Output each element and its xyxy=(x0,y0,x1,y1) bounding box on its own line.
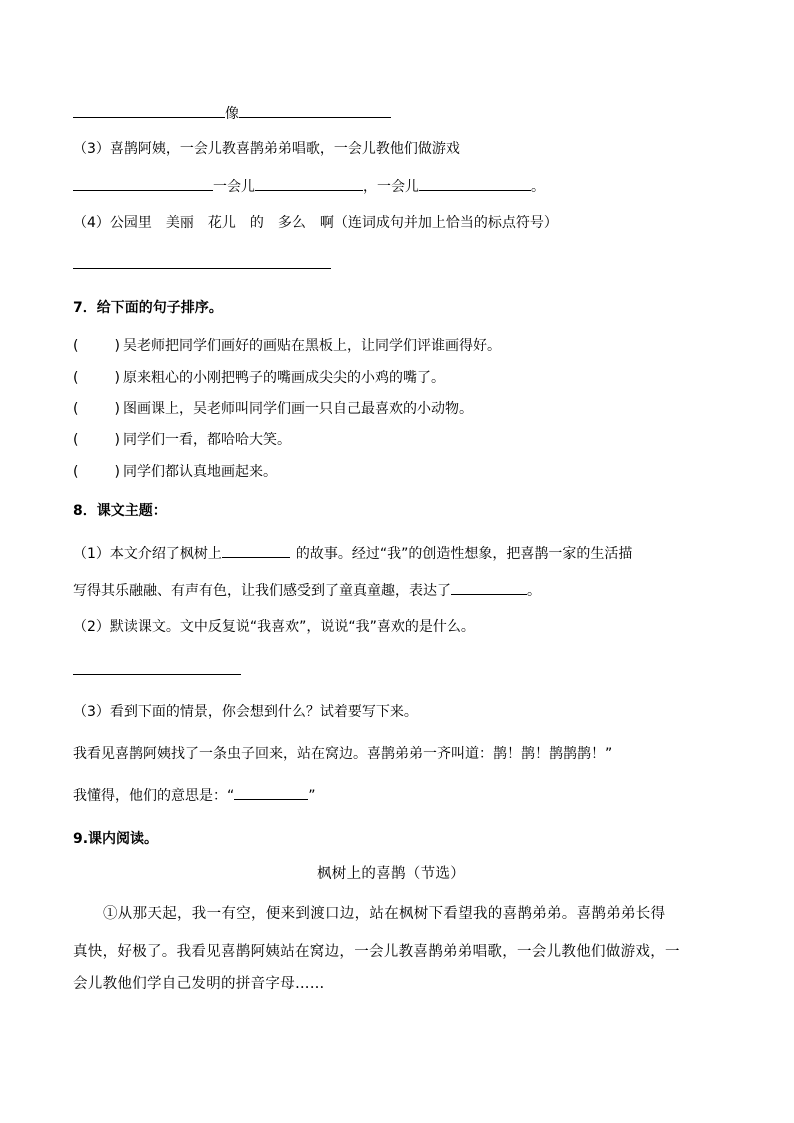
q8-p3: （3）看到下面的情景，你会想到什么？试着要写下来。 xyxy=(73,704,418,720)
q8-p1-text-a: （1）本文介绍了枫树上 xyxy=(73,546,222,562)
answer-blank[interactable] xyxy=(234,785,308,800)
order-blank[interactable]: ( ) xyxy=(73,401,120,417)
q8-p1-end: 。 xyxy=(527,583,541,599)
answer-blank[interactable] xyxy=(73,254,331,269)
passage-line: 会儿教他们学自己发明的拼音字母…… xyxy=(73,976,325,992)
answer-blank[interactable] xyxy=(73,660,241,675)
answer-blank[interactable] xyxy=(73,103,225,118)
order-blank[interactable]: ( ) xyxy=(73,464,120,480)
q6-line2 xyxy=(73,103,391,124)
q6-fill-end: 。 xyxy=(531,179,545,195)
answer-blank[interactable] xyxy=(222,543,290,558)
q8-p3-answer xyxy=(73,785,316,806)
order-blank[interactable]: ( ) xyxy=(73,338,120,354)
passage-line: ①从那天起，我一有空，便来到渡口边，站在枫树下看望我的喜鹊弟弟。喜鹊弟弟长得 xyxy=(103,906,666,922)
q8-title: 8．课文主题： xyxy=(73,503,167,519)
answer-blank[interactable] xyxy=(451,580,527,595)
q7-item-text: 原来粗心的小刚把鸭子的嘴画成尖尖的小鸡的嘴了。 xyxy=(123,370,445,386)
q7-item xyxy=(73,368,445,388)
q8-p2-answer xyxy=(73,660,241,681)
q6-fill-text-a: 一会儿 xyxy=(213,179,255,195)
answer-blank[interactable] xyxy=(73,176,213,191)
q7-item-text: 吴老师把同学们画好的画贴在黑板上，让同学们评谁画得好。 xyxy=(123,338,501,354)
passage-title: 枫树上的喜鹊（节选） xyxy=(317,866,465,882)
q7-item xyxy=(73,336,501,356)
order-blank[interactable]: ( ) xyxy=(73,432,120,448)
q7-title: 7．给下面的句子排序。 xyxy=(73,300,223,316)
q8-p1-line1 xyxy=(73,543,632,564)
q8-p3-scene: 我看见喜鹊阿姨找了一条虫子回来，站在窝边。喜鹊弟弟一齐叫道：鹊！鹊！鹊鹊鹊！” xyxy=(73,746,613,762)
q6-item3: （3）喜鹊阿姨，一会儿教喜鹊弟弟唱歌，一会儿教他们做游戏 xyxy=(73,141,460,157)
q6-item4-answer xyxy=(73,254,331,275)
q8-p2: （2）默读课文。文中反复说“我喜欢”，说说“我”喜欢的是什么。 xyxy=(73,619,475,635)
answer-blank[interactable] xyxy=(419,176,531,191)
q8-p3-close-quote: ” xyxy=(308,788,316,804)
q6-fill-text-b: ，一会儿 xyxy=(363,179,419,195)
q7-item xyxy=(73,462,277,482)
q7-item xyxy=(73,399,473,419)
answer-blank[interactable] xyxy=(255,176,363,191)
q7-item-text: 同学们都认真地画起来。 xyxy=(123,464,277,480)
q6-like-word: 像 xyxy=(225,106,239,122)
passage-line: 真快，好极了。我看见喜鹊阿姨站在窝边，一会儿教喜鹊弟弟唱歌，一会儿教他们做游戏，一 xyxy=(73,944,680,960)
q8-p1-line2 xyxy=(73,580,541,601)
order-blank[interactable]: ( ) xyxy=(73,370,120,386)
answer-blank[interactable] xyxy=(239,103,391,118)
q9-title: 9.课内阅读。 xyxy=(73,831,159,847)
q8-p3-answer-text: 我懂得，他们的意思是：“ xyxy=(73,788,235,804)
q8-p1-text-b: 的故事。经过“我”的创造性想象，把喜鹊一家的生活描 xyxy=(295,546,633,562)
q7-item-text: 同学们一看，都哈哈大笑。 xyxy=(123,432,291,448)
q6-item3-answer xyxy=(73,176,545,197)
q8-p1-text-c: 写得其乐融融、有声有色，让我们感受到了童真童趣，表达了 xyxy=(73,583,451,599)
q7-item-text: 图画课上，吴老师叫同学们画一只自己最喜欢的小动物。 xyxy=(123,401,473,417)
q7-item xyxy=(73,430,291,450)
q6-item4: （4）公园里 美丽 花儿 的 多么 啊（连词成句并加上恰当的标点符号） xyxy=(73,215,558,231)
